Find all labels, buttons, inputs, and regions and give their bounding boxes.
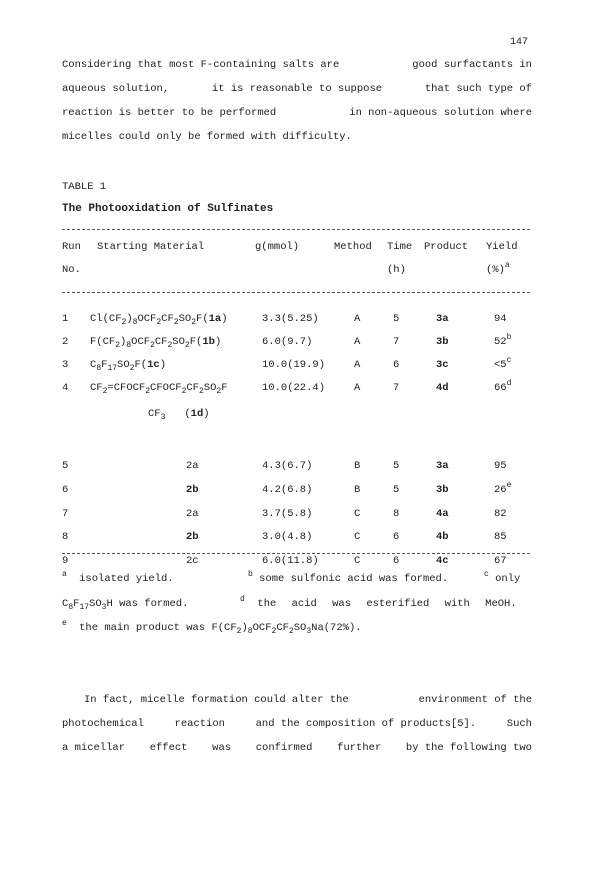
header-time-unit: (h): [387, 264, 406, 276]
cell-starting-material: 2b: [186, 484, 199, 496]
cell-g-mmol: 6.0(9.7): [262, 336, 313, 348]
cell-method: A: [354, 336, 361, 348]
cell-run: 3: [62, 359, 69, 371]
cell-time: 6: [393, 555, 400, 567]
cell-g-mmol: 4.3(6.7): [262, 460, 313, 472]
cell-method: B: [354, 484, 361, 496]
text-segment: photochemical: [62, 718, 144, 730]
intro-paragraph: [62, 53, 532, 149]
cell-starting-material: 2a: [186, 508, 199, 520]
header-no: No.: [62, 264, 81, 276]
cell-product: 3b: [436, 336, 449, 348]
cell-run: 7: [62, 508, 69, 520]
cell-run: 5: [62, 460, 69, 472]
cell-run: 6: [62, 484, 69, 496]
table-top-rule: [62, 229, 530, 230]
cell-time: 6: [393, 359, 400, 371]
footnote-line-3: [62, 619, 362, 636]
cell-yield: 94: [494, 313, 507, 325]
text-segment: and the composition of products[5].: [255, 718, 477, 730]
header-product: Product: [424, 241, 469, 253]
cell-g-mmol: 10.0(22.4): [262, 382, 326, 394]
footnote-d: $^d$ the acid was esterified with MeOH.: [240, 595, 517, 610]
cell-yield: 85: [494, 531, 507, 543]
cell-run: 2: [62, 336, 69, 348]
cell-yield: 82: [494, 508, 507, 520]
cell-starting-material: $Cl(CF_2)_8OCF_2CF_2SO_2F(1a)$: [90, 313, 228, 327]
text-segment: Such: [506, 718, 532, 730]
cell-product: 4a: [436, 508, 449, 520]
cell-time: 5: [393, 460, 400, 472]
cell-yield: 26e: [494, 481, 512, 496]
text-segment: a micellar: [62, 742, 126, 754]
cell-run: 8: [62, 531, 69, 543]
cell-product: 4d: [436, 382, 449, 394]
cell-g-mmol: 3.3(5.25): [262, 313, 319, 325]
text-segment: confirmed: [255, 742, 313, 754]
cell-yield: 95: [494, 460, 507, 472]
cell-product: 3a: [436, 460, 449, 472]
cell-product: 4c: [436, 555, 449, 567]
footnote-c-continued: $C_8F_{17}SO_3H$ was formed.: [62, 598, 189, 612]
text-line: [62, 77, 532, 101]
cell-method: A: [354, 382, 361, 394]
text-segment: good surfactants in: [412, 59, 532, 71]
text-segment: was: [212, 742, 232, 754]
cell-starting-material: 2b: [186, 531, 199, 543]
cell-method: C: [354, 531, 361, 543]
text-segment: in non-aqueous solution where: [349, 107, 532, 119]
text-line: [62, 53, 532, 77]
cell-time: 8: [393, 508, 400, 520]
table-title: The Photooxidation of Sulfinates: [62, 203, 274, 215]
cell-time: 5: [393, 484, 400, 496]
text-line: [62, 688, 532, 712]
cell-run: 4: [62, 382, 69, 394]
cell-starting-material: $CF_2=CFOCF_2CFOCF_2CF_2SO_2F$: [90, 382, 228, 396]
cell-yield: 67: [494, 555, 507, 567]
text-line: [62, 712, 532, 736]
text-segment: aqueous solution,: [62, 83, 170, 95]
header-run: Run: [62, 241, 81, 253]
header-yield: Yield: [486, 241, 518, 253]
footnote-b: $^b$ some sulfonic acid was formed.: [248, 570, 449, 585]
cell-product: 3b: [436, 484, 449, 496]
text-segment: Considering that most F-containing salts are: [62, 59, 340, 71]
text-line: [62, 101, 532, 125]
cell-g-mmol: 4.2(6.8): [262, 484, 313, 496]
cell-time: 7: [393, 382, 400, 394]
cell-method: B: [354, 460, 361, 472]
cell-yield: 52$^b$: [494, 333, 512, 348]
cell-yield: 66$^d$: [494, 379, 512, 394]
header-starting-material: Starting Material: [97, 241, 205, 253]
text-segment: environment of the: [418, 694, 532, 706]
table-header-rule: [62, 292, 530, 293]
text-segment: micelles could only be formed with difficulty.: [62, 131, 352, 143]
cell-g-mmol: 3.7(5.8): [262, 508, 313, 520]
cell-time: 5: [393, 313, 400, 325]
text-line: [62, 125, 532, 149]
cell-run: 9: [62, 555, 69, 567]
header-g-mmol: g(mmol): [255, 241, 300, 253]
cell-time: 6: [393, 531, 400, 543]
cell-method: C: [354, 508, 361, 520]
table-label: TABLE 1: [62, 181, 107, 193]
cell-time: 7: [393, 336, 400, 348]
cell-g-mmol: 3.0(4.8): [262, 531, 313, 543]
page-number: 147: [510, 37, 529, 48]
footnote-line-1: [62, 570, 530, 585]
text-segment: by the following two: [405, 742, 532, 754]
footnote-a-mark: a: [62, 570, 67, 579]
header-yield-unit: (%)$^a$: [486, 261, 510, 276]
cell-g-mmol: 10.0(19.9): [262, 359, 326, 371]
cell-product: 4b: [436, 531, 449, 543]
text-segment: it is reasonable to suppose: [211, 83, 383, 95]
header-method: Method: [334, 241, 372, 253]
cell-starting-material: $C_8F_{17}SO_2F(1c)$: [90, 359, 166, 373]
cell-method: A: [354, 313, 361, 325]
text-segment: reaction: [174, 718, 225, 730]
table-bottom-rule: [62, 553, 530, 554]
cell-product: 3c: [436, 359, 449, 371]
cell-g-mmol: 6.0(11.8): [262, 555, 319, 567]
cell-product: 3a: [436, 313, 449, 325]
footnote-line-2: [62, 595, 530, 612]
cell-method: A: [354, 359, 361, 371]
cell-starting-material: $F(CF_2)_8OCF_2CF_2SO_2F(1b)$: [90, 336, 222, 350]
cell-starting-material: 2a: [186, 460, 199, 472]
text-line: [62, 736, 532, 760]
text-segment: In fact, micelle formation could alter the: [84, 694, 349, 706]
text-segment: further: [337, 742, 382, 754]
text-segment: effect: [149, 742, 188, 754]
cell-starting-material: 2c: [186, 555, 199, 567]
outro-paragraph: [62, 688, 532, 760]
text-segment: reaction is better to be performed: [62, 107, 277, 119]
header-time: Time: [387, 241, 413, 253]
footnote-e: the main product was $F(CF_2)_8OCF_2CF_2SO_3Na(72\%)$.: [79, 622, 362, 636]
footnote-e-mark: e: [62, 619, 67, 628]
footnote-c: $^c$ only: [484, 570, 521, 585]
footnote-a: isolated yield.: [79, 573, 174, 585]
cell-yield: $<5^c$: [494, 356, 512, 371]
cell-method: C: [354, 555, 361, 567]
cell-run: 1: [62, 313, 69, 325]
row4-substituent: $CF_3$ (1d): [148, 408, 210, 422]
text-segment: that such type of: [424, 83, 532, 95]
